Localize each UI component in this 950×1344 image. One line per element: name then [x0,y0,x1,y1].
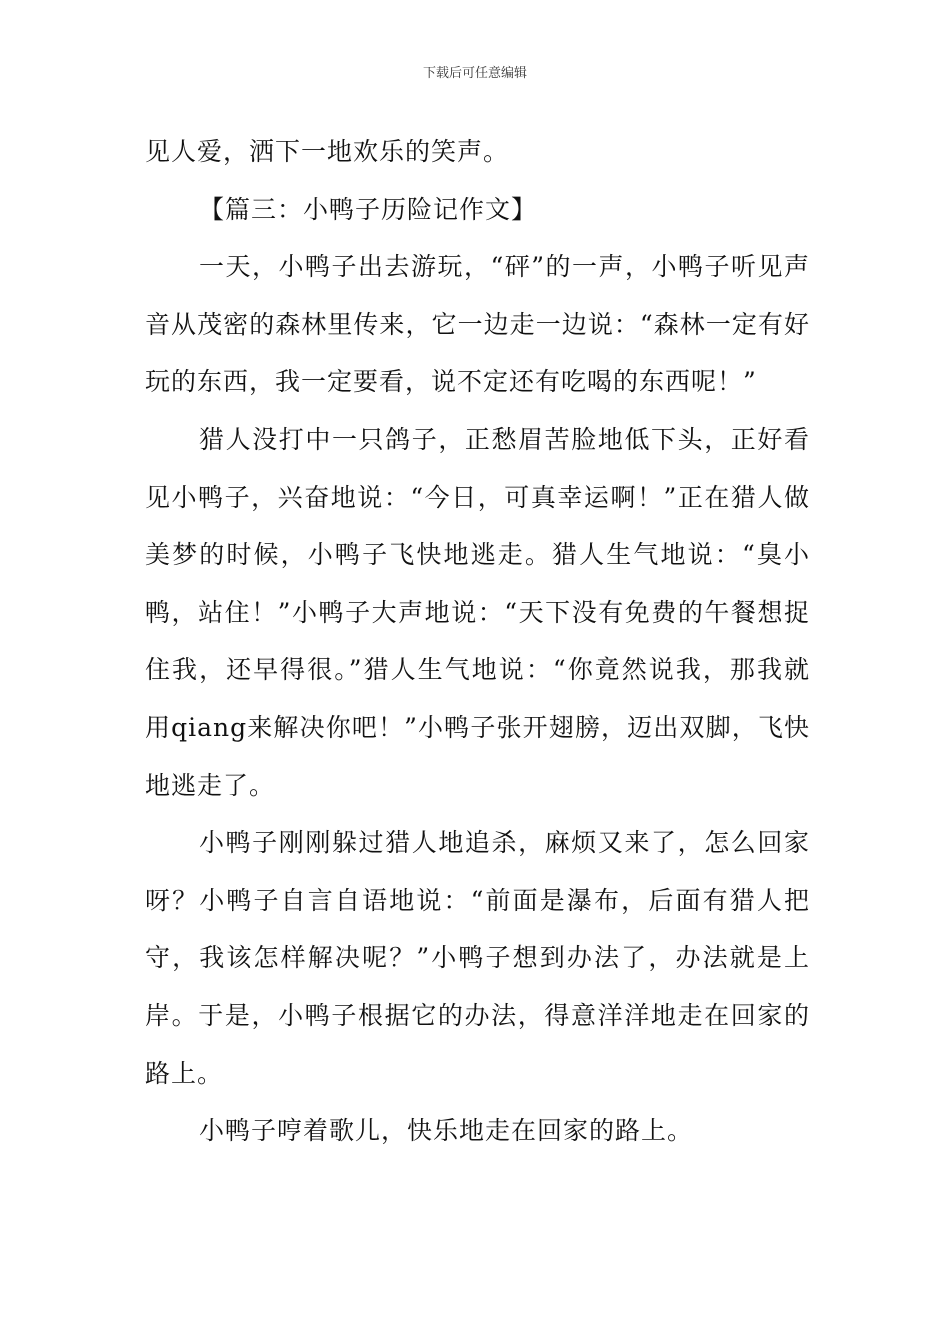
section-heading: 【篇三：小鸭子历险记作文】 [199,194,538,224]
paragraph: 一天，小鸭子出去游玩，“砰”的一声，小鸭子听见声音从茂密的森林里传来，它一边走一边说：“森林一定有好玩的东西，我一定要看，说不定还有吃喝的东西呢！” [145,252,810,397]
paragraph: 猎人没打中一只鸽子，正愁眉苦脸地低下头，正好看见小鸭子，兴奋地说：“今日，可真幸运啊！”正在猎人做美梦的时候，小鸭子飞快地逃走。猎人生气地说：“臭小鸭，站住！”小鸭子大声地说：“天下没有免费的午餐想捉住我，还早得很。”猎人生气地说：“你竟然说我，那我就用qiang来解决你吧！”小鸭子张开翅膀，迈出双脚，飞快地逃走了。 [145,424,810,800]
paragraph: 小鸭子哼着歌儿，快乐地走在回家的路上。 [199,1116,694,1146]
page-header: 下载后可任意编辑 [422,66,527,81]
paragraph: 小鸭子刚刚躲过猎人地追杀，麻烦又来了，怎么回家呀？小鸭子自言自语地说：“前面是瀑布，后面有猎人把守，我该怎样解决呢？”小鸭子想到办法了，办法就是上岸。于是，小鸭子根据它的办法，得意洋洋地走在回家的路上。 [145,828,810,1088]
document-body [145,123,810,1160]
paragraph-continuation: 见人爱，洒下一地欢乐的笑声。 [145,137,510,166]
